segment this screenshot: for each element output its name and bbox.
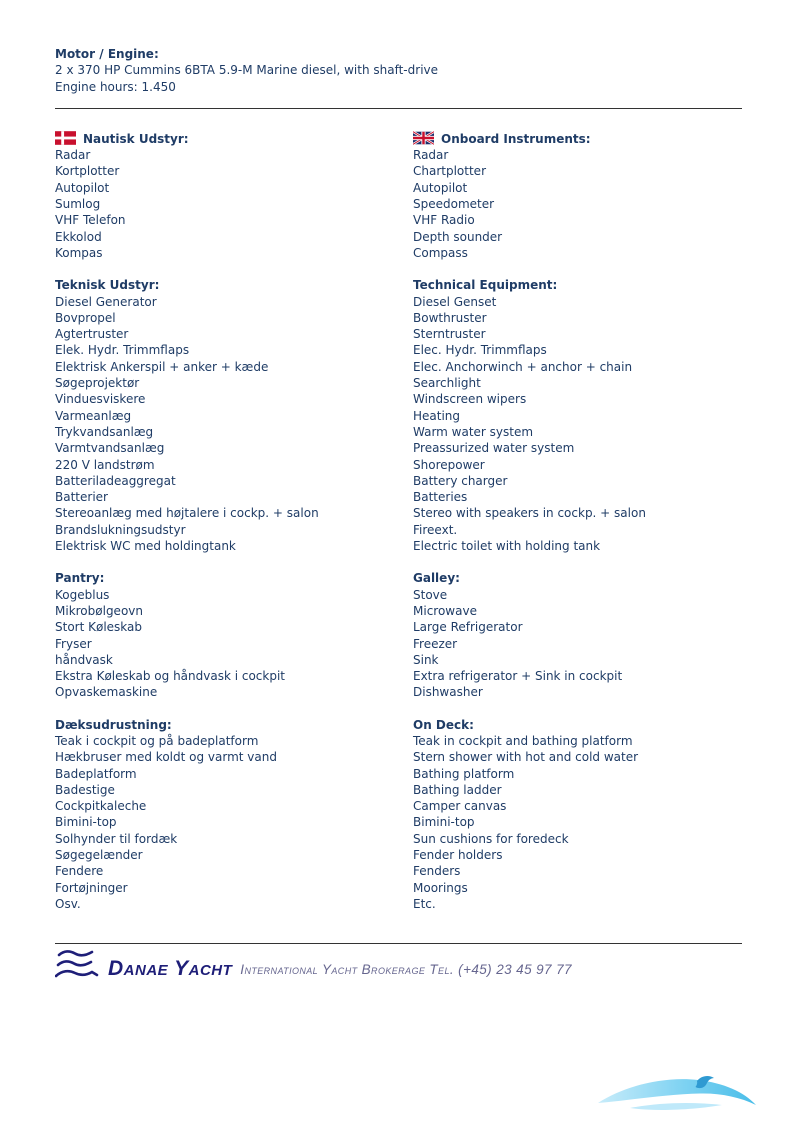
- equipment-item: Extra refrigerator + Sink in cockpit: [413, 669, 623, 684]
- equipment-item: Elektrisk Ankerspil + anker + kæde: [55, 359, 269, 374]
- equipment-item: Batteriladeaggregat: [55, 473, 176, 488]
- equipment-item: 220 V landstrøm: [55, 457, 155, 472]
- equipment-item: Cockpitkaleche: [55, 799, 147, 814]
- equipment-item: Compass: [413, 245, 468, 260]
- equipment-item: Fireext.: [413, 522, 458, 537]
- equipment-item: Electric toilet with holding tank: [413, 539, 601, 554]
- wave-swoosh-logo-icon: [596, 1074, 758, 1114]
- danish-column: [55, 131, 413, 928]
- equipment-item: VHF Telefon: [55, 213, 126, 228]
- equipment-item: Bimini-top: [55, 815, 117, 830]
- equipment-item: Speedometer: [413, 197, 495, 212]
- section-title-text: Galley:: [413, 571, 460, 586]
- section-title: [413, 570, 742, 586]
- equipment-item: Fenders: [413, 864, 461, 879]
- equipment-item: Autopilot: [55, 180, 110, 195]
- equipment-item: Shorepower: [413, 457, 485, 472]
- equipment-item: VHF Radio: [413, 213, 475, 228]
- equipment-item: Preassurized water system: [413, 441, 575, 456]
- section-title-text: Nautisk Udstyr:: [83, 131, 189, 146]
- equipment-item: Etc.: [413, 896, 436, 911]
- equipment-item: Stereoanlæg med højtalere i cockp. + salon: [55, 506, 319, 521]
- equipment-section: [413, 570, 742, 700]
- engine-spec-line: 2 x 370 HP Cummins 6BTA 5.9-M Marine diesel, with shaft-drive: [55, 63, 439, 78]
- equipment-item: Radar: [413, 148, 449, 163]
- equipment-item: Bowthruster: [413, 310, 487, 325]
- equipment-item: Varmtvandsanlæg: [55, 441, 165, 456]
- section-title-text: Onboard Instruments:: [441, 131, 591, 146]
- equipment-item: Stern shower with hot and cold water: [413, 750, 639, 765]
- equipment-item: Søgeprojektør: [55, 376, 140, 391]
- equipment-item: Stort Køleskab: [55, 620, 143, 635]
- section-title: [413, 131, 742, 147]
- equipment-item: Stove: [413, 587, 448, 602]
- equipment-item: håndvask: [55, 652, 113, 667]
- section-title-text: On Deck:: [413, 717, 474, 732]
- document-content: [55, 46, 742, 982]
- equipment-item: Large Refrigerator: [413, 620, 523, 635]
- equipment-item: Badestige: [55, 782, 115, 797]
- engine-section: [55, 46, 742, 95]
- equipment-item: Teak i cockpit og på badeplatform: [55, 733, 259, 748]
- equipment-item: Diesel Generator: [55, 294, 157, 309]
- equipment-item: Warm water system: [413, 424, 534, 439]
- section-title-text: Teknisk Udstyr:: [55, 278, 160, 293]
- equipment-item: Radar: [55, 148, 91, 163]
- equipment-item: Elek. Hydr. Trimmflaps: [55, 343, 190, 358]
- equipment-item: Sterntruster: [413, 327, 486, 342]
- equipment-item: Bovpropel: [55, 310, 116, 325]
- engine-hours-line: Engine hours: 1.450: [55, 79, 176, 94]
- footer-brand-bar: [55, 946, 742, 982]
- footer-divider: [55, 943, 742, 944]
- equipment-item: Batteries: [413, 490, 468, 505]
- equipment-item: Osv.: [55, 896, 81, 911]
- equipment-item: Kompas: [55, 245, 103, 260]
- equipment-item: Bathing platform: [413, 766, 515, 781]
- equipment-item: Ekkolod: [55, 229, 102, 244]
- equipment-item: Trykvandsanlæg: [55, 424, 154, 439]
- equipment-item: Brandslukningsudstyr: [55, 522, 186, 537]
- equipment-item: Autopilot: [413, 180, 468, 195]
- section-title-text: Pantry:: [55, 571, 105, 586]
- equipment-item: Camper canvas: [413, 799, 507, 814]
- section-title-text: Technical Equipment:: [413, 278, 558, 293]
- equipment-item: Battery charger: [413, 473, 508, 488]
- equipment-item: Søgegelænder: [55, 848, 143, 863]
- equipment-item: Sun cushions for foredeck: [413, 831, 569, 846]
- equipment-section: [413, 277, 742, 554]
- equipment-item: Teak in cockpit and bathing platform: [413, 733, 633, 748]
- brand-tagline: International Yacht Brokerage Tel. (+45) 23 45 97 77: [240, 962, 572, 978]
- equipment-item: Solhynder til fordæk: [55, 831, 178, 846]
- equipment-item: Fortøjninger: [55, 880, 128, 895]
- waves-logo-icon: [55, 948, 99, 982]
- english-column: [413, 131, 742, 928]
- equipment-item: Fryser: [55, 636, 92, 651]
- section-title: [55, 717, 413, 733]
- equipment-item: Kortplotter: [55, 164, 120, 179]
- equipment-section: [55, 131, 413, 261]
- equipment-item: Elec. Anchorwinch + anchor + chain: [413, 359, 633, 374]
- section-title: [55, 277, 413, 293]
- equipment-item: Fendere: [55, 864, 104, 879]
- danish-flag-icon: [55, 131, 76, 145]
- equipment-item: Microwave: [413, 603, 477, 618]
- equipment-item: Moorings: [413, 880, 468, 895]
- equipment-item: Sink: [413, 652, 439, 667]
- equipment-item: Agtertruster: [55, 327, 129, 342]
- equipment-item: Varmeanlæg: [55, 408, 132, 423]
- equipment-item: Stereo with speakers in cockp. + salon: [413, 506, 646, 521]
- uk-flag-icon: [413, 131, 434, 145]
- equipment-section: [413, 131, 742, 261]
- equipment-item: Bathing ladder: [413, 782, 502, 797]
- equipment-item: Fender holders: [413, 848, 503, 863]
- equipment-item: Badeplatform: [55, 766, 137, 781]
- section-title: [55, 570, 413, 586]
- equipment-item: Mikrobølgeovn: [55, 603, 143, 618]
- equipment-item: Heating: [413, 408, 461, 423]
- equipment-item: Batterier: [55, 490, 108, 505]
- equipment-section: [55, 570, 413, 700]
- equipment-item: Hækbruser med koldt og varmt vand: [55, 750, 277, 765]
- equipment-item: Vinduesviskere: [55, 392, 146, 407]
- equipment-item: Opvaskemaskine: [55, 685, 158, 700]
- section-title: [413, 717, 742, 733]
- equipment-item: Kogeblus: [55, 587, 110, 602]
- equipment-section: [413, 717, 742, 913]
- equipment-item: Depth sounder: [413, 229, 503, 244]
- section-title: [55, 131, 413, 147]
- equipment-item: Elektrisk WC med holdingtank: [55, 539, 236, 554]
- equipment-item: Sumlog: [55, 197, 101, 212]
- equipment-item: Ekstra Køleskab og håndvask i cockpit: [55, 669, 286, 684]
- equipment-item: Searchlight: [413, 376, 481, 391]
- equipment-section: [55, 717, 413, 913]
- equipment-columns: [55, 131, 742, 928]
- equipment-item: Freezer: [413, 636, 458, 651]
- equipment-item: Dishwasher: [413, 685, 483, 700]
- engine-heading: Motor / Engine:: [55, 47, 159, 61]
- section-title-text: Dæksudrustning:: [55, 717, 172, 732]
- equipment-section: [55, 277, 413, 554]
- equipment-item: Diesel Genset: [413, 294, 497, 309]
- top-divider: [55, 108, 742, 109]
- equipment-item: Elec. Hydr. Trimmflaps: [413, 343, 547, 358]
- equipment-item: Chartplotter: [413, 164, 486, 179]
- equipment-item: Bimini-top: [413, 815, 475, 830]
- section-title: [413, 277, 742, 293]
- brand-name: Danae Yacht: [108, 957, 233, 981]
- equipment-item: Windscreen wipers: [413, 392, 527, 407]
